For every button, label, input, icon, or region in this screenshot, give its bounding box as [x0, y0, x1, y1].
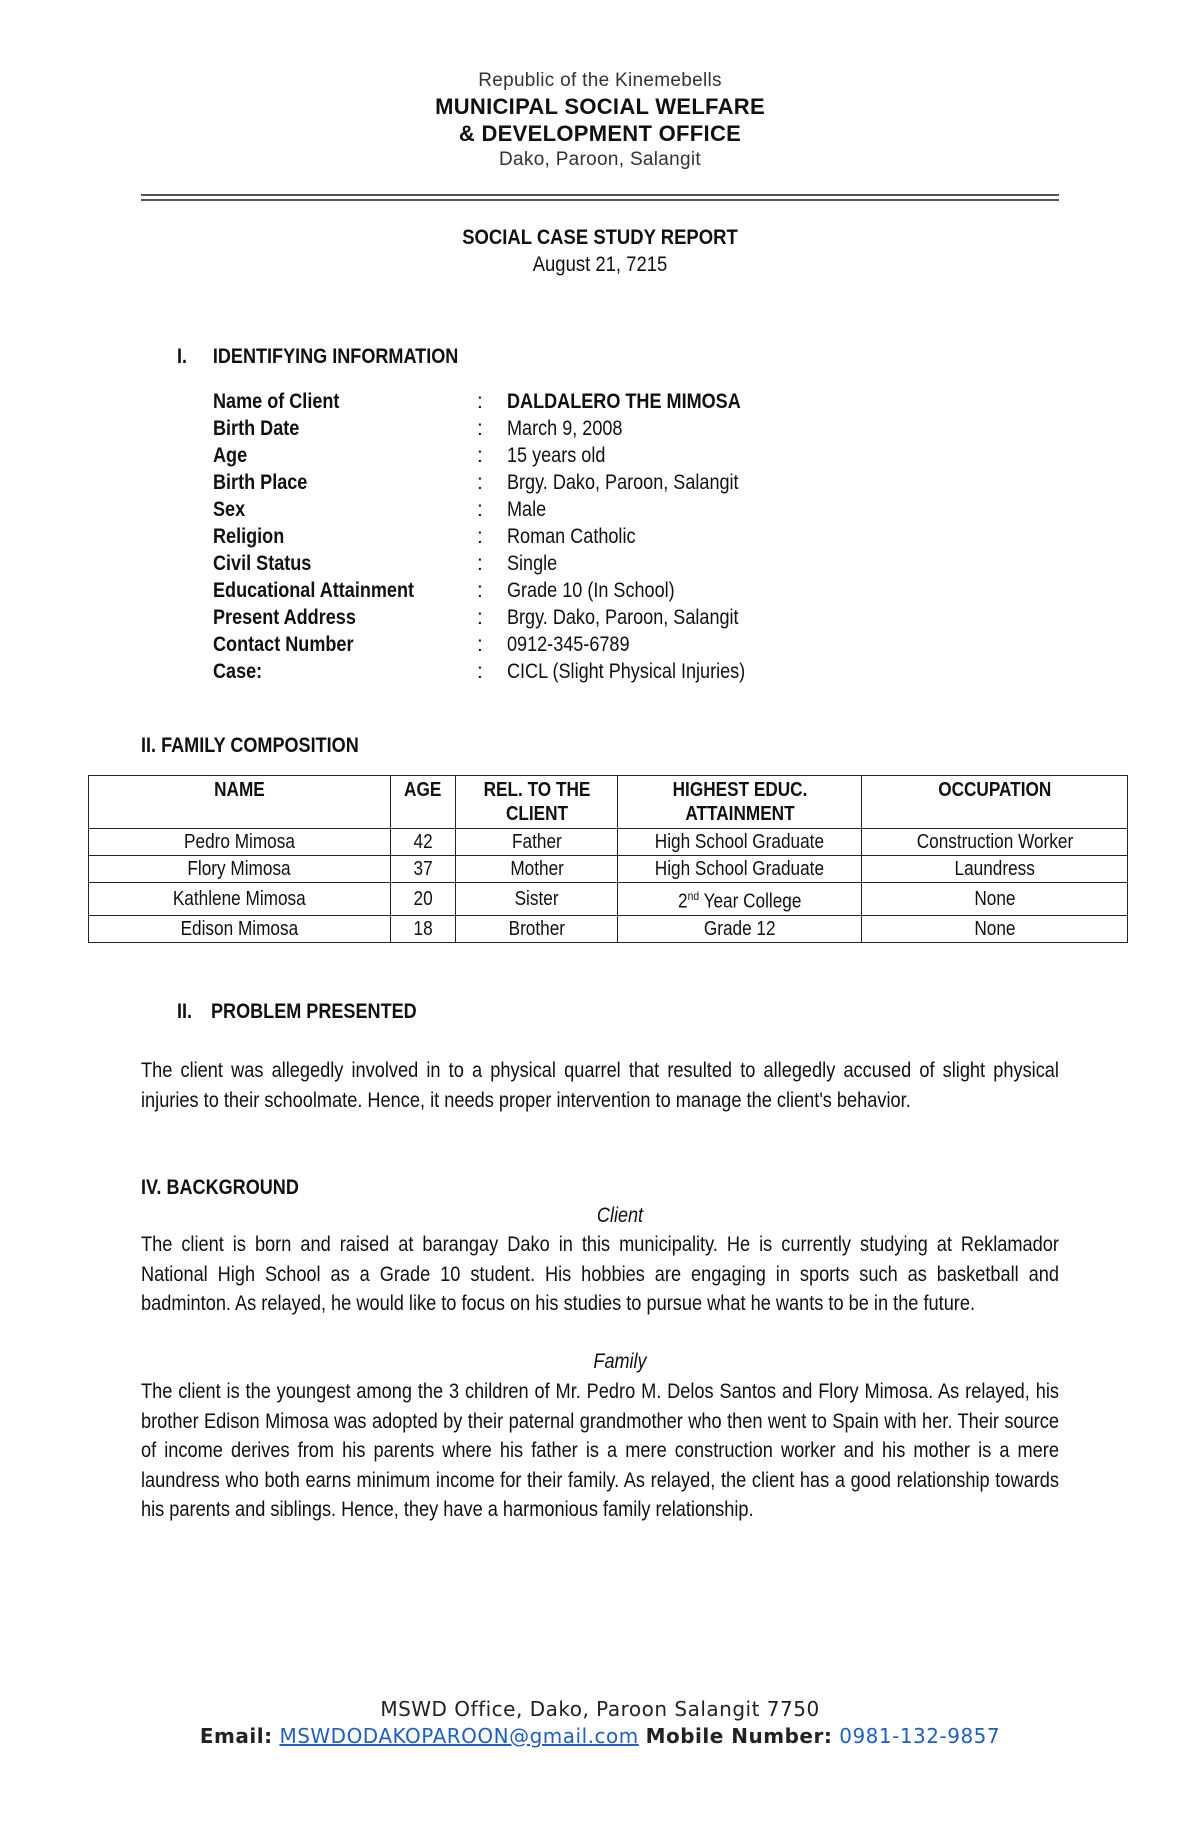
cell-education: 2nd Year College — [618, 883, 862, 916]
info-value: DALDALERO THE MIMOSA — [507, 390, 741, 413]
section-number: I. — [177, 345, 188, 368]
info-colon: : — [477, 633, 483, 656]
cell-education: High School Graduate — [618, 829, 862, 856]
cell-occupation: None — [862, 915, 1128, 942]
section-identifying-heading — [177, 345, 458, 369]
info-value: Brgy. Dako, Paroon, Salangit — [507, 471, 739, 494]
report-date: August 21, 7215 — [532, 253, 668, 276]
family-background-text: The client is the youngest among the 3 children of Mr. Pedro M. Delos Santos and Flory Mimosa. As relayed, his brother Edison Mimosa was adopted by their paternal grandmother who then went to Spain with her. Their source of income derives from his parents where his father is a mere construction worker and his mother is a mere laundress who both earns minimum income for their family. As relayed, the client has a good relationship towards his parents and siblings. Hence, they have a harmonious family relationship. — [141, 1380, 1059, 1521]
section-background-heading: IV. BACKGROUND — [141, 1176, 299, 1199]
header-republic: Republic of the Kinemebells — [478, 70, 722, 91]
info-label: Civil Status — [213, 552, 312, 575]
family-subheading: Family — [593, 1350, 647, 1373]
info-colon: : — [477, 579, 483, 602]
column-header: REL. TO THE CLIENT — [456, 776, 618, 829]
cell-education: Grade 12 — [618, 915, 862, 942]
footer-contact — [0, 1724, 1200, 1748]
info-colon: : — [477, 660, 483, 683]
header-divider-bottom — [141, 199, 1059, 201]
cell-occupation: Construction Worker — [862, 829, 1128, 856]
info-colon: : — [477, 498, 483, 521]
client-subheading: Client — [596, 1204, 644, 1227]
info-colon: : — [477, 525, 483, 548]
header-divider-top — [141, 194, 1059, 196]
info-colon: : — [477, 390, 483, 413]
cell-age: 42 — [390, 829, 456, 856]
info-label: Contact Number — [213, 633, 354, 656]
header-location: Dako, Paroon, Salangit — [499, 149, 701, 170]
info-colon: : — [477, 444, 483, 467]
info-colon: : — [477, 606, 483, 629]
header-office-line1: MUNICIPAL SOCIAL WELFARE — [435, 94, 765, 119]
info-value: Roman Catholic — [507, 525, 636, 548]
info-colon: : — [477, 471, 483, 494]
table-row — [89, 829, 1128, 856]
info-value: Single — [507, 552, 558, 575]
table-header-row — [89, 776, 1128, 829]
email-label: Email: — [199, 1724, 273, 1748]
info-value: Male — [507, 498, 547, 521]
section-family-heading: II. FAMILY COMPOSITION — [141, 734, 359, 757]
cell-name: Flory Mimosa — [89, 856, 391, 883]
info-value: 0912-345-6789 — [507, 633, 630, 656]
column-header: NAME — [89, 776, 391, 829]
cell-age: 20 — [390, 883, 456, 916]
cell-education: High School Graduate — [618, 856, 862, 883]
cell-name: Kathlene Mimosa — [89, 883, 391, 916]
cell-relation: Brother — [456, 915, 618, 942]
info-colon: : — [477, 552, 483, 575]
info-label: Educational Attainment — [213, 579, 415, 602]
info-label: Religion — [213, 525, 285, 548]
cell-age: 18 — [390, 915, 456, 942]
section-problem-heading — [177, 1000, 417, 1024]
cell-occupation: None — [862, 883, 1128, 916]
info-label: Name of Client — [213, 390, 340, 413]
table-row — [89, 856, 1128, 883]
info-value: CICL (Slight Physical Injuries) — [507, 660, 746, 683]
cell-name: Pedro Mimosa — [89, 829, 391, 856]
cell-relation: Sister — [456, 883, 618, 916]
footer-address: MSWD Office, Dako, Paroon Salangit 7750 — [380, 1697, 820, 1721]
column-header: HIGHEST EDUC. ATTAINMENT — [618, 776, 862, 829]
cell-occupation: Laundress — [862, 856, 1128, 883]
problem-text: The client was allegedly involved in to a physical quarrel that resulted to allegedly accused of slight physical injuries to their schoolmate. Hence, it needs proper intervention to manage the client's behavior. — [141, 1059, 1059, 1112]
cell-name: Edison Mimosa — [89, 915, 391, 942]
section-title: PROBLEM PRESENTED — [210, 1000, 417, 1023]
info-label: Age — [213, 444, 248, 467]
table-row — [89, 915, 1128, 942]
info-value: March 9, 2008 — [507, 417, 623, 440]
info-label: Birth Place — [213, 471, 308, 494]
family-composition-table — [88, 775, 1128, 943]
info-value: Grade 10 (In School) — [507, 579, 675, 602]
info-label: Birth Date — [213, 417, 300, 440]
section-title: IDENTIFYING INFORMATION — [212, 345, 459, 368]
header-office-line2: & DEVELOPMENT OFFICE — [458, 121, 742, 146]
report-title: SOCIAL CASE STUDY REPORT — [462, 226, 738, 249]
client-background-text: The client is born and raised at barangay Dako in this municipality. He is currently studying at Reklamador National High School as a Grade 10 student. His hobbies are engaging in sports such as basketball and badminton. As relayed, he would like to focus on his studies to pursue what he wants to be in the future. — [141, 1233, 1059, 1315]
column-header: AGE — [390, 776, 456, 829]
info-value: Brgy. Dako, Paroon, Salangit — [507, 606, 739, 629]
info-label: Present Address — [213, 606, 356, 629]
info-colon: : — [477, 417, 483, 440]
info-label: Case: — [213, 660, 263, 683]
cell-age: 37 — [390, 856, 456, 883]
email-link[interactable]: MSWDODAKOPAROON@gmail.com — [279, 1724, 639, 1748]
cell-relation: Father — [456, 829, 618, 856]
section-number: II. — [177, 1000, 193, 1023]
mobile-label: Mobile Number: — [645, 1724, 833, 1748]
column-header: OCCUPATION — [862, 776, 1128, 829]
table-row — [89, 883, 1128, 916]
cell-relation: Mother — [456, 856, 618, 883]
info-label: Sex — [213, 498, 246, 521]
mobile-number: 0981-132-9857 — [839, 1724, 1001, 1748]
info-value: 15 years old — [507, 444, 606, 467]
